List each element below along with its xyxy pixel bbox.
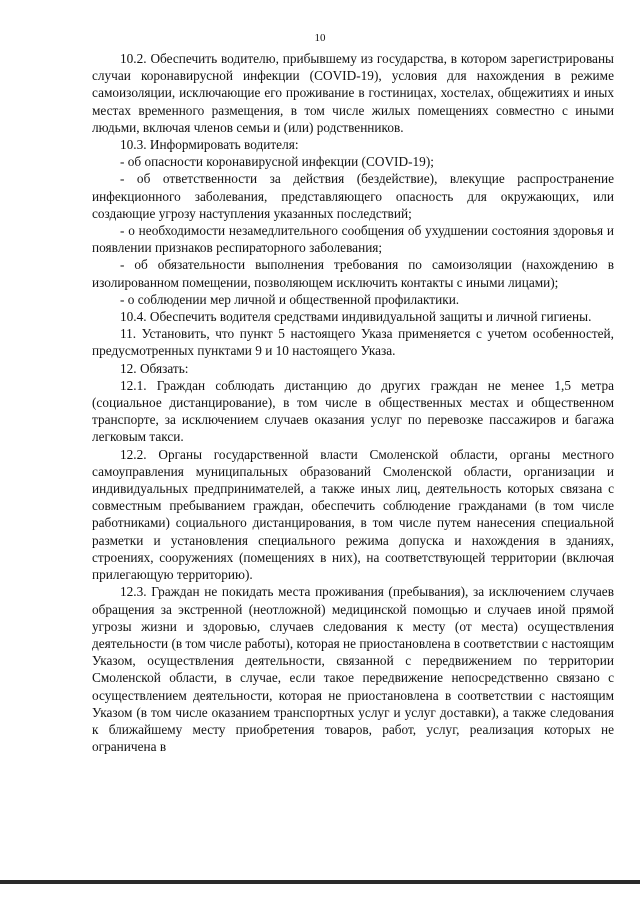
paragraph-12-1: 12.1. Граждан соблюдать дистанцию до других граждан не менее 1,5 метра (социальное дистанцирование), в том числе в общественных местах и общественном транспорте, за исключением случаев оказания услуг по перевозке пассажиров и багажа легковым такси.: [92, 377, 614, 445]
paragraph-12-3: 12.3. Граждан не покидать места проживания (пребывания), за исключением случаев обращения за экстренной (неотложной) медицинской помощью и случаев иной прямой угрозы жизни и здоровью, случаев следования к месту (от места) осуществления деятельности (в том числе работы), которая не приостановлена в соответствии с настоящим Указом, осуществления деятельности, связанной с передвижением по территории Смоленской области, в случае, если такое передвижение непосредственно связано с осуществлением деятельности, которая не приостановлена в соответствии с настоящим Указом (в том числе оказанием транспортных услуг и услуг доставки), а также следования к ближайшему месту приобретения товаров, работ, услуг, реализация которых не ограничена в: [92, 584, 614, 755]
paragraph-11: 11. Установить, что пункт 5 настоящего Указа применяется с учетом особенностей, предусмотренных пунктами 9 и 10 настоящего Указа.: [92, 326, 614, 359]
list-item: - об обязательности выполнения требования по самоизоляции (нахождению в изолированном помещении, позволяющем исключить контакты с иными лицами);: [92, 257, 614, 290]
list-item: - об ответственности за действия (бездействие), влекущие распространение инфекционного заболевания, представляющего опасность для окружающих, или создающие угрозу наступления указанных последствий;: [92, 171, 614, 221]
list-item: - об опасности коронавирусной инфекции (COVID-19);: [120, 154, 434, 170]
paragraph-12: 12. Обязать:: [120, 360, 189, 376]
list-item: - о необходимости незамедлительного сообщения об ухудшении состояния здоровья и появлении признаков респираторного заболевания;: [92, 223, 614, 256]
scan-edge-divider: [0, 880, 640, 884]
paragraph-12-2: 12.2. Органы государственной власти Смоленской области, органы местного самоуправления муниципальных образований Смоленской области, организации и индивидуальных предпринимателей, а также иных лиц, деятельность которых связана с совместным пребыванием граждан, обеспечить соблюдение гражданами (в том числе работниками) социального дистанцирования, в том числе путем нанесения специальной разметки и установления специального режима допуска и нахождения в зданиях, строениях, сооружениях (помещениях в них), на соответствующей территории (включая прилегающую территорию).: [92, 446, 614, 583]
document-body: [92, 50, 614, 755]
paragraph-10-3: 10.3. Информировать водителя:: [120, 137, 299, 153]
page-number: 10: [314, 32, 326, 44]
paragraph-10-4: 10.4. Обеспечить водителя средствами индивидуальной защиты и личной гигиены.: [120, 309, 592, 325]
list-item: - о соблюдении мер личной и общественной профилактики.: [120, 291, 460, 307]
paragraph-10-2: 10.2. Обеспечить водителю, прибывшему из государства, в котором зарегистрированы случаи коронавирусной инфекции (COVID-19), условия для нахождения в режиме самоизоляции, исключающие его проживание в гостиницах, хостелах, общежитиях и иных местах временного размещения, в том числе жилых помещениях совместно с иными людьми, включая членов семьи и (или) родственников.: [92, 51, 614, 135]
